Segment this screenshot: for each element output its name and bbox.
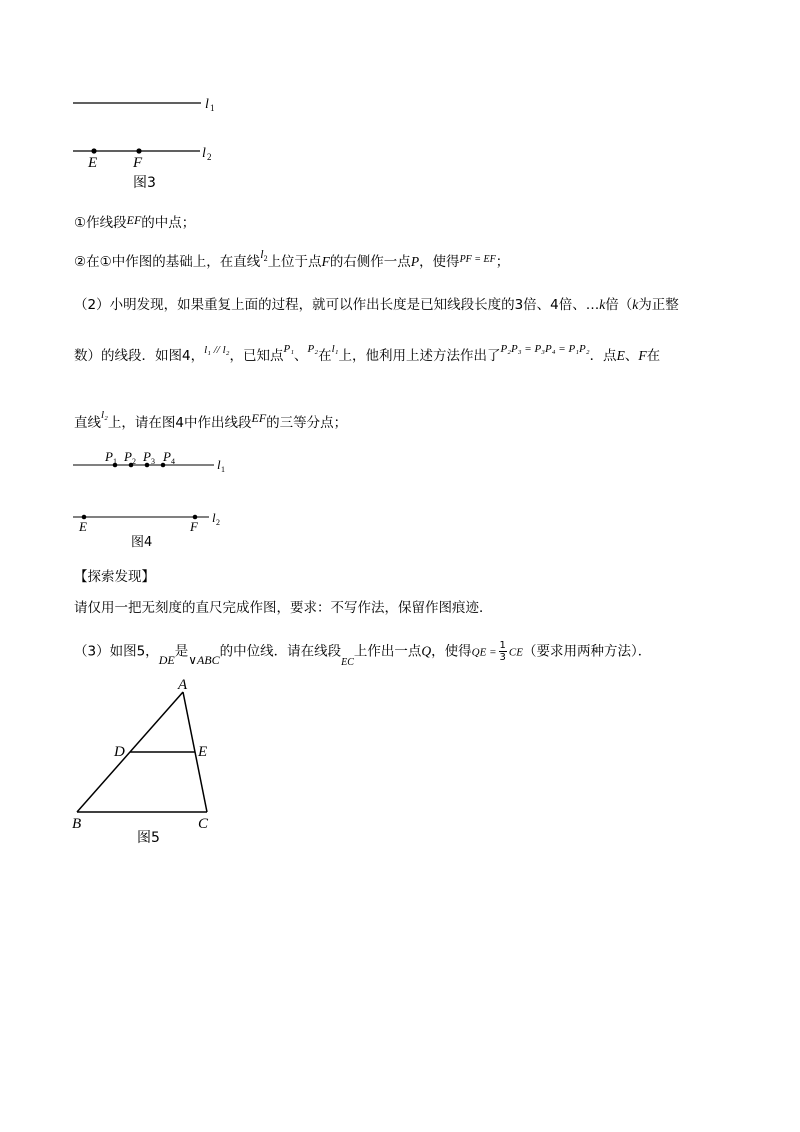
label-l2: l bbox=[202, 146, 206, 161]
fig4-label-l2: l bbox=[212, 510, 216, 525]
part-3-text-1: （3）如图5， bbox=[74, 643, 159, 660]
point-f-inline: F bbox=[321, 254, 330, 269]
figure-5 bbox=[0, 670, 800, 870]
point-f-dot bbox=[136, 148, 141, 153]
segment-ce: CE bbox=[508, 646, 523, 659]
k-variable-2: k bbox=[632, 297, 639, 312]
step-1-prefix: ①作线段 bbox=[74, 215, 127, 231]
label-f: F bbox=[133, 155, 143, 171]
fig4-label-p1: P bbox=[105, 449, 113, 464]
fraction-denominator: 3 bbox=[499, 652, 506, 663]
fig4-label-l1: l bbox=[217, 457, 221, 472]
part-2-text-7: 上，他利用上述方法作出了 bbox=[338, 348, 501, 364]
fig4-label-f: F bbox=[190, 519, 198, 534]
part-2-text-10: 直线 bbox=[74, 415, 101, 431]
point-q: Q bbox=[421, 643, 432, 659]
step-2 bbox=[74, 247, 510, 273]
step-2-text-2: 上位于点 bbox=[267, 254, 322, 270]
k-variable: k bbox=[599, 297, 606, 312]
figure-5-caption: 图5 bbox=[137, 830, 160, 846]
fraction-numerator: 1 bbox=[499, 640, 506, 651]
point-f-inline-2: F bbox=[638, 348, 647, 363]
line-l2-inline-sub: 2 bbox=[263, 254, 268, 263]
fig4-label-p1-sub: 1 bbox=[113, 457, 117, 466]
triangle-abc: ∨ABC bbox=[188, 652, 220, 667]
part-3-text-2: 是 bbox=[174, 643, 189, 660]
line-l1-inline: l₁ bbox=[331, 343, 339, 355]
step-2-text-4: ，使得 bbox=[419, 254, 460, 270]
part-3-text-3: 的中位线．请在线段 bbox=[219, 643, 342, 660]
explore-heading: 【探索发现】 bbox=[74, 569, 155, 585]
figure-3-caption: 图3 bbox=[133, 175, 156, 191]
part-2-text-4: 数）的线段．如图4， bbox=[74, 348, 205, 364]
step-2-text-3: 的右侧作一点 bbox=[329, 254, 411, 270]
point-p-inline: P bbox=[410, 254, 420, 269]
fig4-label-p2-sub: 2 bbox=[132, 457, 136, 466]
segment-ef-2: EF bbox=[251, 411, 267, 425]
figure-4 bbox=[0, 445, 800, 545]
label-l1-sub: 1 bbox=[210, 103, 215, 113]
parallel-relation: l₁ // l₂ bbox=[204, 344, 230, 356]
step-2-text-5: ； bbox=[495, 254, 510, 270]
step-1-suffix: 的中点； bbox=[141, 215, 196, 231]
fig4-label-l1-sub: 1 bbox=[221, 465, 225, 474]
part-2-text-8: ．点 bbox=[589, 348, 617, 364]
step-1 bbox=[74, 214, 195, 232]
label-l2-sub: 2 bbox=[207, 152, 212, 162]
fraction-one-third bbox=[499, 640, 507, 663]
part-3 bbox=[74, 640, 652, 668]
part-2-text-6: 在 bbox=[318, 348, 332, 364]
part-2-line-3 bbox=[74, 409, 348, 433]
vertex-c: C bbox=[198, 816, 209, 832]
part-2-line-1 bbox=[74, 296, 679, 314]
part-2-text-11: 上，请在图4中作出线段 bbox=[107, 415, 252, 431]
fig4-label-p4: P bbox=[163, 449, 171, 464]
point-p1: P₁ bbox=[283, 343, 295, 355]
vertex-a: A bbox=[178, 677, 188, 693]
fig4-label-p4-sub: 4 bbox=[171, 457, 175, 466]
part-2-text-1: （2）小明发现，如果重复上面的过程，就可以作出长度是已知线段长度的3倍、4倍、… bbox=[74, 297, 600, 313]
separator: 、 bbox=[294, 348, 308, 364]
formula-pf-ef: PF = EF bbox=[459, 254, 496, 265]
fig4-label-p3: P bbox=[143, 449, 151, 464]
explore-instruction: 请仅用一把无刻度的直尺完成作图，要求：不写作法，保留作图痕迹． bbox=[74, 600, 493, 616]
fig4-label-p2: P bbox=[124, 449, 132, 464]
line-l2-inline-2: l₂ bbox=[101, 409, 108, 421]
point-e-inline: E bbox=[616, 348, 625, 363]
part-3-text-4: 上作出一点 bbox=[353, 643, 422, 660]
label-e: E bbox=[88, 155, 98, 171]
point-p2: P₂ bbox=[307, 343, 319, 355]
segment-ec: EC bbox=[341, 656, 354, 668]
part-2-text-3: 为正整 bbox=[638, 297, 679, 313]
comma: 、 bbox=[624, 348, 639, 364]
part-2-line-2 bbox=[74, 343, 661, 366]
point-e-dot bbox=[91, 148, 96, 153]
step-2-text-1: ②在①中作图的基础上，在直线 bbox=[74, 254, 261, 270]
vertex-d: D bbox=[114, 744, 125, 760]
part-3-text-6: （要求用两种方法）． bbox=[522, 643, 652, 660]
fig4-label-l2-sub: 2 bbox=[216, 518, 220, 527]
line-l2-inline: l bbox=[260, 247, 264, 261]
part-2-text-5: ，已知点 bbox=[229, 348, 284, 364]
segment-de: DE bbox=[158, 652, 175, 667]
figure-3 bbox=[0, 0, 800, 200]
part-2-text-2: 倍（ bbox=[605, 297, 633, 313]
fig4-label-p3-sub: 3 bbox=[151, 457, 155, 466]
vertex-b: B bbox=[72, 816, 82, 832]
part-3-text-5: ，使得 bbox=[431, 643, 472, 660]
figure-4-caption: 图4 bbox=[131, 535, 153, 550]
fig4-label-e: E bbox=[79, 519, 87, 534]
part-2-text-9: 在 bbox=[646, 348, 661, 364]
segment-ef: EF bbox=[126, 213, 142, 227]
vertex-e: E bbox=[198, 744, 208, 760]
equation-segments: P₂P₃ = P₃P₄ = P₁P₂ bbox=[500, 343, 590, 355]
label-l1: l bbox=[205, 97, 209, 112]
part-2-text-12: 的三等分点； bbox=[266, 415, 348, 431]
qe-equals: QE = bbox=[471, 646, 497, 659]
